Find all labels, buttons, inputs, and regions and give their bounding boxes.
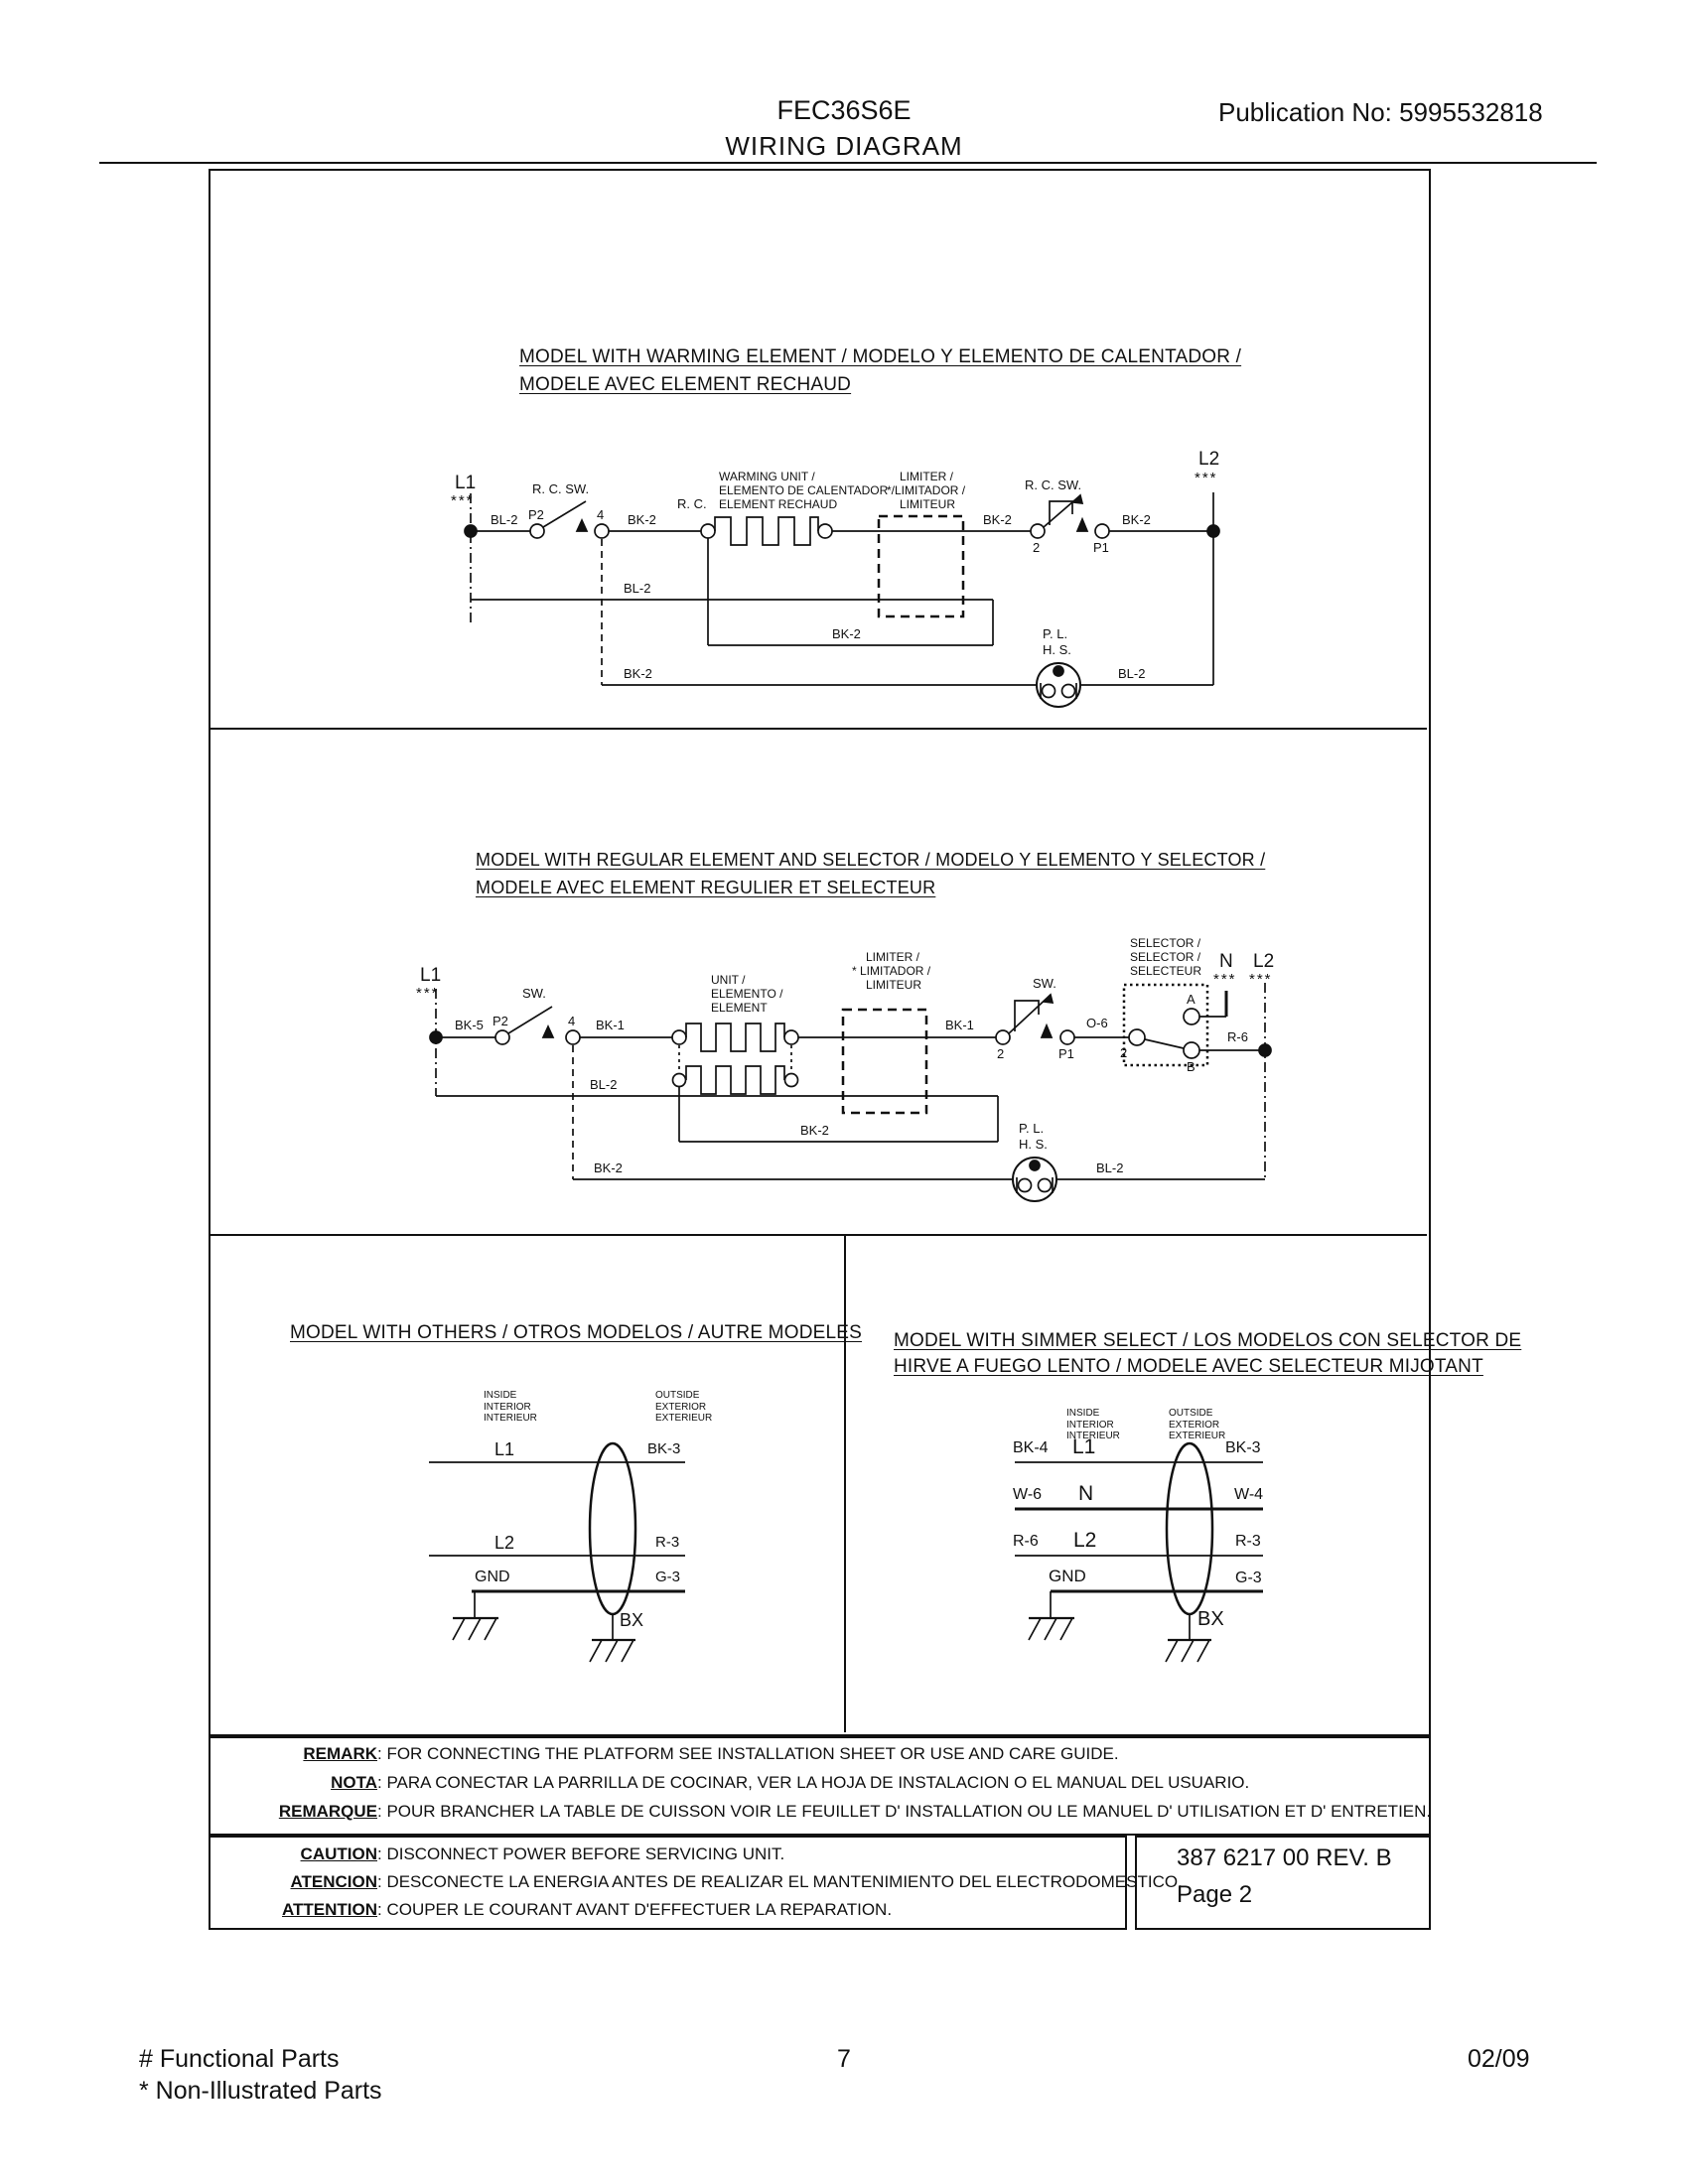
d4-label-gnd: GND [1049,1567,1086,1585]
d1-label-rcsw-right: R. C. SW. [1025,478,1082,492]
d1-terminal-4 [595,524,609,538]
remark-line-1 [228,1744,1119,1764]
footer-non-illustrated-parts: * Non-Illustrated Parts [139,2077,382,2105]
d2-label-selector-a: A [1187,992,1196,1007]
caution-label: CAUTION [300,1844,377,1863]
d1-label-l2-stars: *** [1195,470,1218,486]
d2-label-limiter3: LIMITEUR [866,978,922,992]
d2-label-bk5: BK-5 [455,1018,484,1032]
d1-switch-contact-marker-left [577,520,587,531]
d1-title-line1: MODEL WITH WARMING ELEMENT / MODELO Y ELEMENTO DE CALENTADOR / [519,346,1242,367]
d1-pilot-light-icon [1037,663,1080,707]
d1-label-limiter3: LIMITEUR [900,497,956,511]
d2-element2-terminal-left [673,1074,686,1087]
d2-label-limiter2: * LIMITADOR / [852,964,931,978]
d2-circuit [430,983,1271,1201]
nota-text: : PARA CONECTAR LA PARRILLA DE COCINAR, VER LA HOJA DE INSTALACION O EL MANUAL DEL USUARIO. [377,1773,1250,1792]
remarque-line [228,1802,1431,1822]
d1-terminal-p1 [1095,524,1109,538]
d3-outside-label [655,1390,712,1425]
d1-label-bk2-right: BK-2 [1122,512,1151,527]
d4-label-g3: G-3 [1235,1570,1262,1586]
d2-selector-blade [1145,1039,1184,1048]
d1-element-terminal-right [818,524,832,538]
d1-label-unit1: WARMING UNIT / [719,470,815,483]
d2-selector-terminal-2 [1129,1029,1145,1045]
d1-label-bl2-return: BL-2 [624,581,651,596]
d1-circuit [465,492,1219,707]
d4-title-line2: HIRVE A FUEGO LENTO / MODELE AVEC SELECTEUR MIJOTANT [894,1356,1483,1377]
d1-label-bk2-bottom: BK-2 [624,666,652,681]
d1-l1-node [465,525,477,537]
d2-label-sw-right: SW. [1033,976,1056,991]
d2-label-pilot-pl: P. L. [1019,1121,1045,1136]
part-number: 387 6217 00 REV. B [1177,1844,1392,1871]
footer-page-number: 7 [837,2045,851,2073]
d2-title-line1: MODEL WITH REGULAR ELEMENT AND SELECTOR / MODELO Y ELEMENTO Y SELECTOR / [476,850,1266,870]
publication-number: Publication No: 5995532818 [1218,97,1543,127]
d2-label-l1: L1 [420,965,442,986]
d2-switch-contact-marker-right [1042,1025,1052,1037]
d2-title-line2: MODELE AVEC ELEMENT REGULIER ET SELECTEUR [476,878,936,897]
d1-label-pilot-pl: P. L. [1043,626,1068,641]
d2-terminal-4 [566,1030,580,1044]
d3-inside-3: INTERIEUR [484,1413,537,1424]
d3-outside-3: EXTERIEUR [655,1413,713,1424]
d3-label-gnd: GND [475,1569,510,1585]
d1-label-pilot-hs: H. S. [1043,642,1071,657]
d3-inside-1: INSIDE [484,1390,517,1401]
d2-terminal-p2 [495,1030,509,1044]
d2-element1-terminal-right [784,1030,798,1044]
d2-element1-symbol [686,1024,784,1051]
atencion-line [228,1872,1183,1892]
d4-inside-3: INTERIEUR [1066,1431,1120,1441]
d4-outside-label [1169,1408,1225,1442]
d4-label-bx: BX [1197,1608,1224,1630]
d4-outside-2: EXTERIOR [1169,1419,1220,1431]
footer-functional-parts: # Functional Parts [139,2045,340,2073]
d2-switch-contact-marker-left [543,1026,553,1037]
d2-pilot-light-icon [1013,1158,1056,1201]
footer-date: 02/09 [1468,2045,1530,2073]
d4-label-n: N [1078,1482,1094,1505]
d1-label-rc: R. C. [677,496,707,511]
d2-label-n: N [1219,951,1233,972]
d2-label-bk1-left: BK-1 [596,1018,625,1032]
d2-selector-terminal-a [1184,1009,1199,1024]
d1-label-l2: L2 [1198,449,1220,470]
d1-terminal-p2 [530,524,544,538]
d1-title-line2: MODELE AVEC ELEMENT RECHAUD [519,374,852,395]
caution-line [228,1844,784,1864]
d3-outside-1: OUTSIDE [655,1390,700,1401]
d4-label-r6: R-6 [1013,1533,1039,1550]
d1-switch-blade-left [543,501,586,527]
d3-ground-icon [453,1591,498,1640]
d2-label-l2-stars: *** [1249,971,1273,988]
d1-element-terminal-left [701,524,715,538]
d2-label-selector3: SELECTEUR [1130,964,1202,978]
d1-label-bk2-top: BK-2 [628,512,656,527]
attention-label: ATTENTION [281,1900,377,1919]
d2-label-selector-t2: 2 [1120,1045,1128,1060]
d1-label-limiter1: LIMITER / [900,470,954,483]
d4-label-l1: L1 [1072,1435,1096,1458]
d3-inside-label [484,1390,537,1425]
d4-inside-1: INSIDE [1066,1408,1100,1419]
d2-label-bk1-mid: BK-1 [945,1018,974,1032]
d2-l1-node [430,1031,442,1043]
d2-label-l2: L2 [1253,951,1275,972]
d2-switch-blade-left [508,1007,552,1033]
d1-l2-node [1207,525,1219,537]
d3-label-bx: BX [620,1610,644,1630]
remarque-label: REMARQUE [278,1802,377,1821]
d3-inside-2: INTERIOR [484,1401,531,1413]
d1-label-terminal2: 2 [1033,540,1041,555]
d3-label-l2: L2 [494,1533,515,1553]
d2-element2-symbol [686,1066,784,1094]
d2-label-p1: P1 [1058,1046,1074,1061]
d2-label-pilot-hs: H. S. [1019,1137,1048,1152]
d2-label-unit1: UNIT / [711,973,746,987]
d2-label-limiter1: LIMITER / [866,950,920,964]
remark-text: : FOR CONNECTING THE PLATFORM SEE INSTALLATION SHEET OR USE AND CARE GUIDE. [377,1744,1119,1763]
d4-title-line1: MODEL WITH SIMMER SELECT / LOS MODELOS CON SELECTOR DE [894,1330,1522,1351]
d2-terminal-p1 [1060,1030,1074,1044]
remark-label: REMARK [303,1744,377,1763]
page-title: WIRING DIAGRAM [725,131,963,161]
d2-label-bk2-bottom: BK-2 [594,1160,623,1175]
d1-label-rcsw-left: R. C. SW. [532,481,590,496]
d2-label-selector-b: B [1187,1059,1196,1074]
d3-outside-2: EXTERIOR [655,1401,707,1413]
d3-label-g3: G-3 [655,1569,681,1585]
d1-warming-element-symbol [715,517,818,545]
d2-label-selector2: SELECTOR / [1130,950,1201,964]
d2-label-l1-stars: *** [416,985,440,1002]
attention-text: : COUPER LE COURANT AVANT D'EFFECTUER LA REPARATION. [377,1900,893,1919]
d2-label-bl2-return: BL-2 [590,1077,618,1092]
d2-element2-terminal-right [785,1074,798,1087]
d1-switch-contact-marker-right [1077,519,1087,531]
d4-ground-icon [1029,1591,1074,1640]
d2-label-terminal4: 4 [568,1014,576,1028]
d1-label-l1-stars: *** [451,492,475,509]
d1-label-unit2: ELEMENTO DE CALENTADOR / [719,483,895,497]
d3-circuit [429,1440,685,1662]
d2-label-bk2-return: BK-2 [800,1123,829,1138]
d2-label-unit2: ELEMENTO / [711,987,783,1001]
d2-limiter-box [843,1010,926,1113]
d4-label-w6: W-6 [1013,1486,1043,1503]
d2-label-o6: O-6 [1086,1016,1108,1030]
d4-label-bk4: BK-4 [1013,1439,1049,1456]
d4-circuit [1015,1443,1263,1662]
remarque-text: : POUR BRANCHER LA TABLE DE CUISSON VOIR LE FEUILLET D' INSTALLATION OU LE MANUEL D' UTILISATION ET D' ENTRETIEN. [377,1802,1432,1821]
d4-outside-3: EXTERIEUR [1169,1431,1226,1441]
d2-label-sw-left: SW. [522,986,546,1001]
d4-inside-2: INTERIOR [1066,1419,1114,1431]
atencion-label: ATENCION [290,1872,377,1891]
d2-label-bl2-bottom: BL-2 [1096,1160,1124,1175]
d2-label-unit3: ELEMENT [711,1001,768,1015]
part-page: Page 2 [1177,1881,1253,1908]
d2-label-r6: R-6 [1227,1029,1248,1044]
caution-text: : DISCONNECT POWER BEFORE SERVICING UNIT. [377,1844,785,1863]
d1-label-bl2-top: BL-2 [491,512,518,527]
d1-label-l1: L1 [455,473,477,493]
d2-label-selector1: SELECTOR / [1130,936,1201,950]
d3-label-r3: R-3 [655,1534,680,1551]
d2-label-terminal2: 2 [997,1046,1005,1061]
d4-label-l2: L2 [1073,1529,1097,1552]
d3-label-bk3: BK-3 [647,1440,681,1457]
d1-label-p1: P1 [1093,540,1109,555]
d4-outside-1: OUTSIDE [1169,1408,1213,1419]
d1-label-unit3: ELEMENT RECHAUD [719,497,838,511]
d2-terminal-2 [996,1030,1010,1044]
d1-label-terminal4: 4 [597,507,605,522]
d2-label-n-stars: *** [1213,971,1237,988]
nota-label: NOTA [331,1773,377,1792]
d1-terminal-2 [1031,524,1045,538]
d2-selector-terminal-b [1184,1042,1199,1058]
d3-title: MODEL WITH OTHERS / OTROS MODELOS / AUTRE MODELES [290,1322,862,1343]
atencion-text: : DESCONECTE LA ENERGIA ANTES DE REALIZAR EL MANTENIMIENTO DEL ELECTRODOMESTICO. [377,1872,1183,1891]
d4-label-w4: W-4 [1234,1486,1264,1503]
d4-label-r3: R-3 [1235,1533,1261,1550]
d2-l2-node [1259,1044,1271,1056]
d3-label-l1: L1 [494,1439,515,1459]
attention-line [228,1900,892,1920]
d1-label-p2: P2 [528,507,544,522]
model-number: FEC36S6E [776,95,912,125]
d3-cable-bundle [590,1443,635,1614]
d4-label-bk3: BK-3 [1225,1439,1261,1456]
nota-line [228,1773,1249,1793]
d1-label-bk2-return: BK-2 [832,626,861,641]
d1-label-bk2-mid: BK-2 [983,512,1012,527]
d2-element1-terminal-left [672,1030,686,1044]
d2-label-p2: P2 [492,1014,508,1028]
d1-label-bl2-bottom: BL-2 [1118,666,1146,681]
d4-cable-bundle [1167,1443,1212,1614]
d1-label-limiter2: * LIMITADOR / [887,483,966,497]
